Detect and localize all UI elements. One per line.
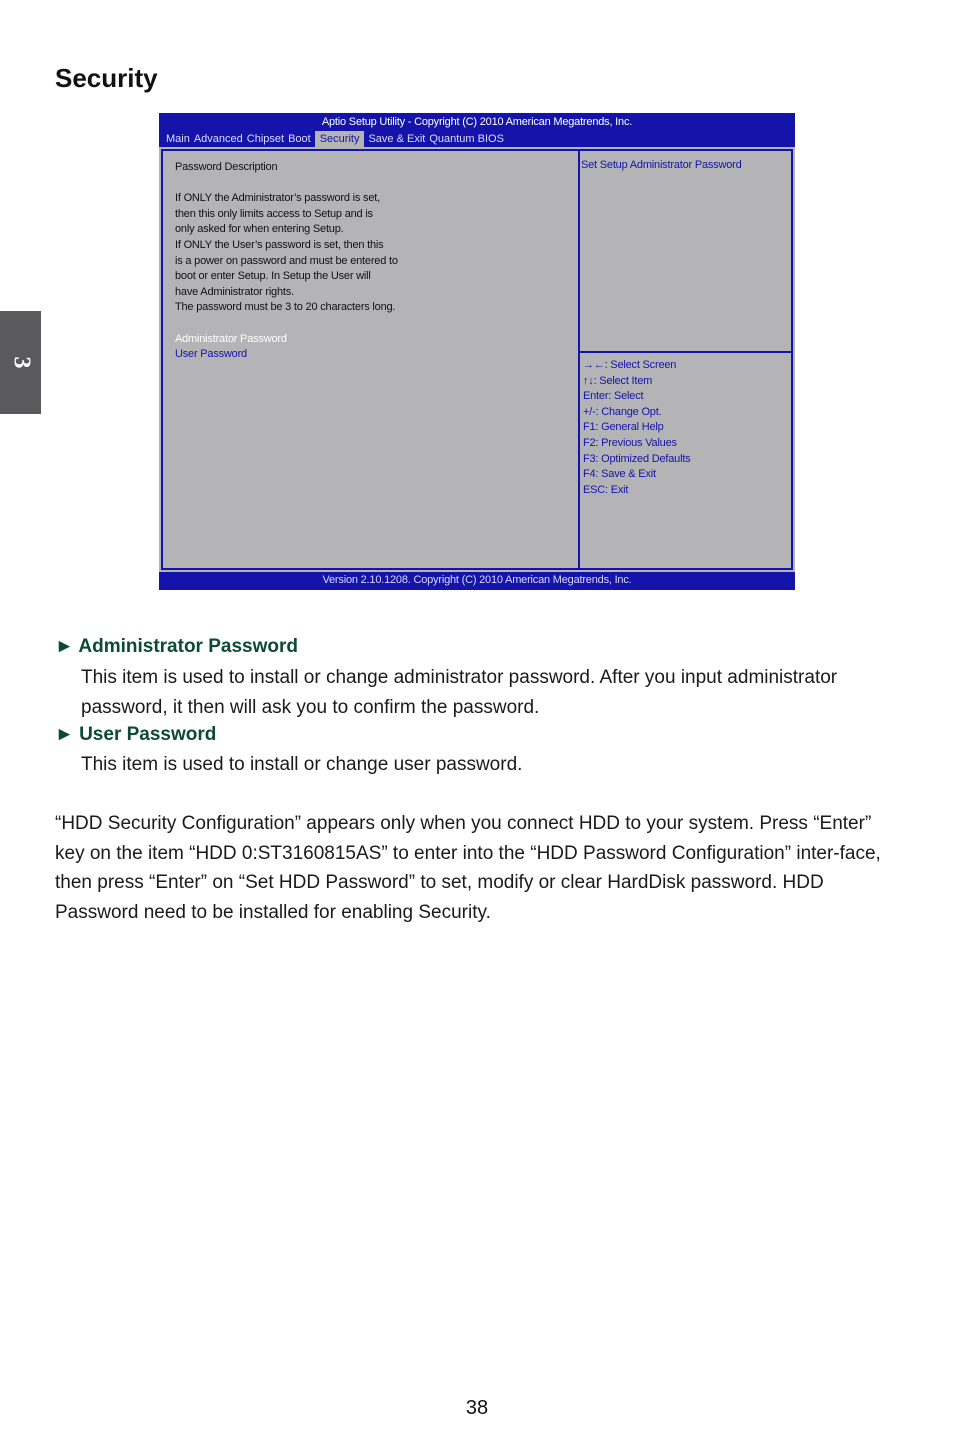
bios-menu-advanced[interactable]: Advanced <box>193 133 243 145</box>
administrator-password-option[interactable]: Administrator Password <box>175 332 287 345</box>
bios-menu-chipset[interactable]: Chipset <box>246 133 285 145</box>
description-line: then this only limits access to Setup and is <box>175 207 373 220</box>
user-password-option[interactable]: User Password <box>175 348 247 361</box>
key-help-enter: Enter: Select <box>583 390 644 403</box>
user-password-description: This item is used to install or change user password. <box>81 754 523 775</box>
bios-menu-security[interactable]: Security <box>315 131 365 147</box>
administrator-password-description: This item is used to install or change administrator password. After you input administrator password, it then will ask you to confirm the password. <box>81 667 838 718</box>
administrator-password-heading: ► Administrator Password <box>55 636 298 657</box>
key-help-f4: F4: Save & Exit <box>583 468 656 481</box>
bios-footer: Version 2.10.1208. Copyright (C) 2010 American Megatrends, Inc. <box>159 572 795 590</box>
bios-key-help <box>583 358 690 498</box>
description-line: only asked for when entering Setup. <box>175 223 344 236</box>
bios-menu-quantum-bios[interactable]: Quantum BIOS <box>429 133 504 145</box>
description-line: boot or enter Setup. In Setup the User will <box>175 270 371 283</box>
description-line: is a power on password and must be entered to <box>175 254 398 267</box>
description-line: have Administrator rights. <box>175 285 294 298</box>
page-number: 38 <box>465 1397 489 1419</box>
bios-main-frame <box>161 149 793 570</box>
key-help-change-opt: +/-: Change Opt. <box>583 405 662 418</box>
key-help-esc: ESC: Exit <box>583 483 629 496</box>
description-line: The password must be 3 to 20 characters long. <box>175 301 396 314</box>
bios-help-text: Set Setup Administrator Password <box>581 159 742 171</box>
hdd-security-note: “HDD Security Configuration” appears only when you connect HDD to your system. Press “Enter” key on the item “HDD 0:ST3160815AS” to enter into the “HDD Password Configuration” inter-face, then press “Enter” on “Set HDD Password” to set, modify or clear HardDisk password. HDD Password need to be installed for enabling Security. <box>55 813 881 923</box>
bios-top-bar <box>159 113 795 147</box>
bios-divider-vertical <box>578 151 580 568</box>
user-password-heading: ► User Password <box>55 724 217 745</box>
key-help-f1: F1: General Help <box>583 421 664 434</box>
bios-menu-save-exit[interactable]: Save & Exit <box>368 133 426 145</box>
chapter-number: 3 <box>8 356 34 369</box>
bios-title: Aptio Setup Utility - Copyright (C) 2010 American Megatrends, Inc. <box>321 116 633 128</box>
description-line: If ONLY the Administrator’s password is set, <box>175 192 380 205</box>
description-line: If ONLY the User’s password is set, then this <box>175 238 384 251</box>
key-help-select-screen: →←: Select Screen <box>583 359 677 371</box>
bios-screenshot <box>159 113 795 590</box>
chapter-tab <box>0 311 41 414</box>
bios-menu-main[interactable]: Main <box>166 133 190 145</box>
bios-divider-horizontal <box>580 351 791 353</box>
key-help-select-item: ↑↓: Select Item <box>583 374 653 387</box>
key-help-f2: F2: Previous Values <box>583 436 677 449</box>
bios-left-panel <box>175 160 575 363</box>
bios-menu-boot[interactable]: Boot <box>288 133 311 145</box>
password-description-header: Password Description <box>175 161 278 173</box>
bios-menu-bar <box>164 131 506 147</box>
page-title: Security <box>55 63 158 93</box>
key-help-f3: F3: Optimized Defaults <box>583 452 691 465</box>
